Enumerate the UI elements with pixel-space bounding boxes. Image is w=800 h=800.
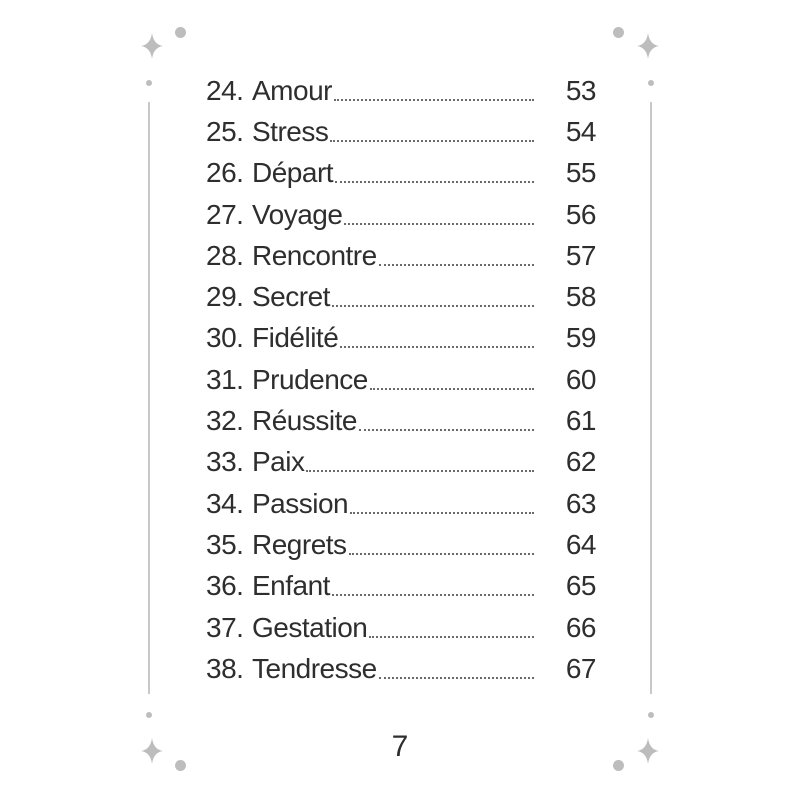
- entry-page-number: 54: [565, 115, 596, 147]
- entry-number: 30.: [206, 322, 244, 354]
- entry-title: Passion: [252, 487, 349, 519]
- entry-title: Enfant: [252, 570, 330, 602]
- toc-entry[interactable]: [206, 566, 596, 607]
- entry-number: 27.: [206, 198, 244, 230]
- dot-leader: [332, 594, 534, 596]
- entry-number: 33.: [206, 446, 244, 478]
- entry-number: 38.: [206, 652, 244, 684]
- entry-number: 26.: [206, 157, 244, 189]
- entry-page-number: 66: [565, 611, 596, 643]
- toc-entry[interactable]: [206, 442, 596, 483]
- dot-icon: [146, 80, 152, 86]
- entry-page-number: 53: [565, 74, 596, 106]
- table-of-contents: [206, 70, 596, 689]
- entry-page-number: 56: [565, 198, 596, 230]
- entry-page-number: 64: [565, 528, 596, 560]
- dot-leader: [335, 181, 534, 183]
- toc-entry[interactable]: [206, 194, 596, 235]
- entry-number: 28.: [206, 239, 244, 271]
- entry-page-number: 65: [565, 570, 596, 602]
- entry-title: Voyage: [252, 198, 343, 230]
- entry-title: Gestation: [252, 611, 368, 643]
- toc-entry[interactable]: [206, 607, 596, 648]
- toc-entry[interactable]: [206, 400, 596, 441]
- dot-leader: [370, 388, 534, 390]
- entry-page-number: 59: [565, 322, 596, 354]
- entry-title: Amour: [252, 74, 332, 106]
- toc-entry[interactable]: [206, 70, 596, 111]
- entry-title: Fidélité: [252, 322, 339, 354]
- entry-title: Paix: [252, 446, 305, 478]
- dot-leader: [330, 140, 534, 142]
- toc-entry[interactable]: [206, 648, 596, 689]
- dot-icon: [648, 712, 654, 718]
- entry-page-number: 61: [565, 405, 596, 437]
- entry-number: 37.: [206, 611, 244, 643]
- dot-leader: [306, 470, 534, 472]
- entry-title: Secret: [252, 281, 330, 313]
- entry-title: Regrets: [252, 528, 347, 560]
- toc-entry[interactable]: [206, 111, 596, 152]
- entry-number: 32.: [206, 405, 244, 437]
- sparkle-icon: [141, 33, 163, 59]
- entry-title: Réussite: [252, 405, 357, 437]
- entry-page-number: 57: [565, 239, 596, 271]
- entry-page-number: 55: [565, 157, 596, 189]
- toc-entry[interactable]: [206, 153, 596, 194]
- entry-number: 31.: [206, 363, 244, 395]
- entry-number: 24.: [206, 74, 244, 106]
- dot-leader: [359, 429, 534, 431]
- entry-title: Rencontre: [252, 239, 377, 271]
- page-number: 7: [391, 730, 409, 763]
- dot-leader: [349, 553, 534, 555]
- entry-title: Prudence: [252, 363, 368, 395]
- dot-leader: [344, 223, 534, 225]
- dot-leader: [379, 677, 534, 679]
- dot-leader: [379, 264, 534, 266]
- entry-title: Stress: [252, 115, 329, 147]
- entry-number: 34.: [206, 487, 244, 519]
- dot-leader: [340, 346, 534, 348]
- dot-leader: [332, 305, 534, 307]
- entry-number: 29.: [206, 281, 244, 313]
- entry-title: Départ: [252, 157, 334, 189]
- toc-entry[interactable]: [206, 359, 596, 400]
- entry-page-number: 63: [565, 487, 596, 519]
- sparkle-icon: [637, 33, 659, 59]
- entry-page-number: 60: [565, 363, 596, 395]
- entry-title: Tendresse: [252, 652, 377, 684]
- dot-icon: [648, 80, 654, 86]
- toc-entry[interactable]: [206, 276, 596, 317]
- entry-page-number: 62: [565, 446, 596, 478]
- dot-leader: [350, 512, 534, 514]
- entry-page-number: 58: [565, 281, 596, 313]
- dot-icon: [146, 712, 152, 718]
- entry-number: 25.: [206, 115, 244, 147]
- right-border-line: [650, 102, 652, 694]
- toc-entry[interactable]: [206, 235, 596, 276]
- dot-leader: [334, 99, 534, 101]
- entry-number: 35.: [206, 528, 244, 560]
- entry-number: 36.: [206, 570, 244, 602]
- toc-entry[interactable]: [206, 524, 596, 565]
- dot-leader: [369, 636, 534, 638]
- dot-icon: [613, 27, 624, 38]
- toc-entry[interactable]: [206, 318, 596, 359]
- dot-icon: [175, 27, 186, 38]
- entry-page-number: 67: [565, 652, 596, 684]
- left-border-line: [148, 102, 150, 694]
- toc-entry[interactable]: [206, 483, 596, 524]
